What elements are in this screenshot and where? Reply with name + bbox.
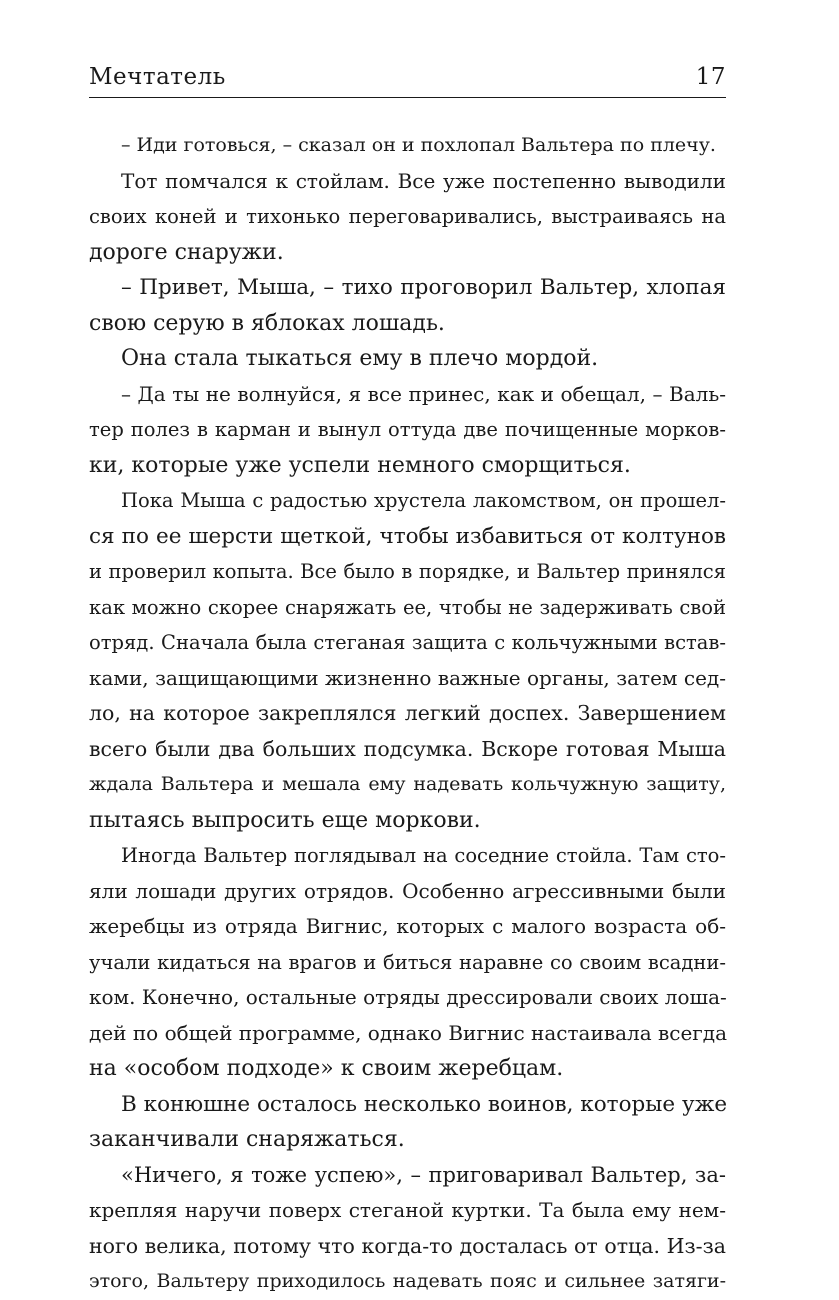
- text-line: Она стала тыкаться ему в плечо мордой.: [121, 346, 599, 371]
- text-line: отряд. Сначала была стеганая защита с кольчужными встав-: [89, 631, 726, 654]
- running-head-title: Мечтатель: [89, 64, 226, 90]
- text-line: – Привет, Мыша, – тихо проговорил Вальтер, хлопая: [121, 275, 726, 300]
- text-line: этого, Вальтеру приходилось надевать пояс и сильнее затяги-: [89, 1270, 726, 1292]
- text-line: Тот помчался к стойлам. Все уже постепенно выводили: [121, 168, 726, 193]
- text-line: «Ничего, я тоже успею», – приговаривал Вальтер, за-: [121, 1162, 726, 1187]
- text-line: жеребцы из отряда Вигнис, которых с малого возраста об-: [89, 914, 726, 938]
- text-line: заканчивали снаряжаться.: [89, 1127, 405, 1152]
- text-line: пытаясь выпросить еще моркови.: [89, 807, 481, 833]
- text-line: учали кидаться на врагов и биться наравне со своим всадни-: [89, 950, 726, 974]
- text-line: – Да ты не волнуйся, я все принес, как и обещал, – Валь-: [121, 381, 726, 406]
- body-text: [89, 128, 726, 1300]
- text-line: дороге снаружи.: [89, 239, 284, 265]
- text-line: – Иди готовься, – сказал он и похлопал Вальтера по плечу.: [121, 134, 716, 156]
- text-line: ждала Вальтера и мешала ему надевать кольчужную защиту,: [89, 773, 726, 795]
- running-head: [89, 62, 726, 98]
- text-line: всего были два больших подсумка. Вскоре готовая Мыша: [89, 736, 726, 761]
- page-number: 17: [695, 64, 726, 90]
- text-line: ного велика, потому что когда-то досталась от отца. Из-за: [89, 1233, 726, 1258]
- text-line: В конюшне осталось несколько воинов, которые уже: [121, 1091, 728, 1117]
- text-line: ки, которые уже успели немного сморщиться.: [89, 452, 631, 478]
- text-line: тер полез в карман и вынул оттуда две почищенные морков-: [89, 418, 726, 441]
- text-line: своих коней и тихонько переговаривались, выстраиваясь на: [89, 205, 726, 228]
- text-line: ло, на которое закреплялся легкий доспех. Завершением: [89, 701, 726, 725]
- text-line: ками, защищающими жизненно важные органы, затем сед-: [89, 665, 726, 690]
- text-line: Иногда Вальтер поглядывал на соседние стойла. Там сто-: [121, 844, 726, 867]
- text-line: дей по общей программе, однако Вигнис настаивала всегда: [89, 1020, 727, 1045]
- text-line: как можно скорее снаряжать ее, чтобы не задерживать свой: [89, 595, 726, 619]
- text-line: крепляя наручи поверх стеганой куртки. Та была ему нем-: [89, 1198, 726, 1222]
- text-line: ся по ее шерсти щеткой, чтобы избавиться от колтунов: [89, 523, 726, 549]
- text-line: яли лошади других отрядов. Особенно агрессивными были: [89, 878, 726, 903]
- text-line: и проверил копыта. Все было в порядке, и Вальтер принялся: [89, 560, 726, 583]
- text-line: свою серую в яблоках лошадь.: [89, 310, 445, 336]
- text-line: ком. Конечно, остальные отряды дрессировали своих лоша-: [89, 985, 727, 1009]
- text-line: на «особом подходе» к своим жеребцам.: [89, 1056, 564, 1081]
- text-line: Пока Мыша с радостью хрустела лакомством, он прошел-: [121, 489, 726, 512]
